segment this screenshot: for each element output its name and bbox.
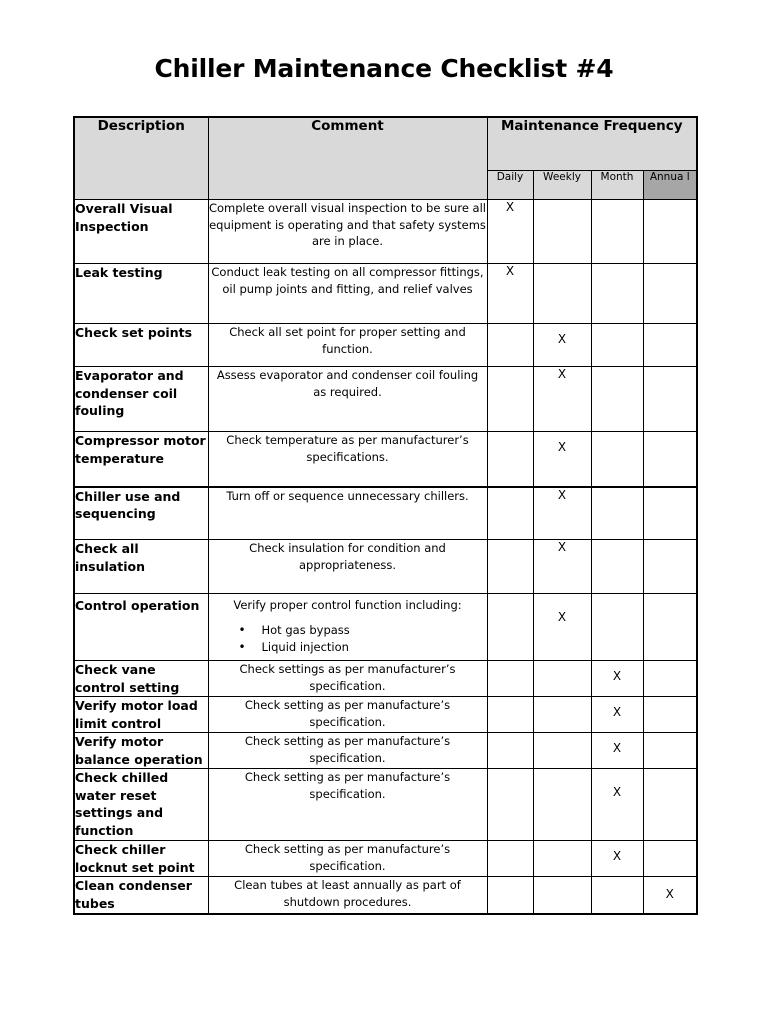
table-row <box>74 661 697 697</box>
daily-mark: X <box>487 200 533 264</box>
month-header: Month <box>591 171 643 200</box>
daily-mark <box>487 877 533 914</box>
table-row <box>74 733 697 769</box>
weekly-mark: X <box>533 324 591 367</box>
row-description: Verify motor balance operation <box>74 733 208 769</box>
month-mark <box>591 432 643 487</box>
annual-mark <box>643 540 697 594</box>
row-description: Check chilled water reset settings and function <box>74 769 208 841</box>
maintenance-frequency-header: Maintenance Frequency <box>487 117 697 171</box>
daily-header: Daily <box>487 171 533 200</box>
row-comment: Check temperature as per manufacturer’s specifications. <box>208 432 487 487</box>
weekly-mark <box>533 264 591 324</box>
maintenance-checklist-table <box>73 116 698 915</box>
table-row <box>74 324 697 367</box>
daily-mark <box>487 487 533 540</box>
weekly-mark: X <box>533 487 591 540</box>
row-comment: Check settings as per manufacturer’s specification. <box>208 661 487 697</box>
annual-mark <box>643 487 697 540</box>
month-mark <box>591 487 643 540</box>
daily-mark <box>487 841 533 877</box>
annual-mark <box>643 733 697 769</box>
row-comment: Check setting as per manufacture’s specification. <box>208 841 487 877</box>
weekly-mark: X <box>533 432 591 487</box>
month-mark: X <box>591 841 643 877</box>
row-description: Overall Visual Inspection <box>74 200 208 264</box>
table-row <box>74 200 697 264</box>
table-row <box>74 487 697 540</box>
annual-mark <box>643 594 697 661</box>
weekly-mark: X <box>533 540 591 594</box>
list-item: • Liquid injection <box>209 639 487 656</box>
month-mark <box>591 877 643 914</box>
annual-mark <box>643 697 697 733</box>
annual-header: Annua l <box>643 171 697 200</box>
row-description: Clean condenser tubes <box>74 877 208 914</box>
row-comment: Turn off or sequence unnecessary chillers. <box>208 487 487 540</box>
row-comment: Check insulation for condition and appropriateness. <box>208 540 487 594</box>
weekly-header: Weekly <box>533 171 591 200</box>
table-row <box>74 841 697 877</box>
table-row <box>74 264 697 324</box>
table-row <box>74 594 697 661</box>
weekly-mark <box>533 733 591 769</box>
row-description: Check set points <box>74 324 208 367</box>
daily-mark <box>487 733 533 769</box>
daily-mark <box>487 540 533 594</box>
annual-mark <box>643 661 697 697</box>
row-comment: Clean tubes at least annually as part of shutdown procedures. <box>208 877 487 914</box>
row-comment: Check setting as per manufacture’s specification. <box>208 733 487 769</box>
bullet-list <box>209 622 487 656</box>
page-title: Chiller Maintenance Checklist #4 <box>154 54 614 83</box>
row-comment: Complete overall visual inspection to be sure all equipment is operating and that safety systems are in place. <box>208 200 487 264</box>
month-mark <box>591 324 643 367</box>
daily-mark <box>487 661 533 697</box>
annual-mark <box>643 841 697 877</box>
annual-mark <box>643 264 697 324</box>
comment-header: Comment <box>208 117 487 200</box>
daily-mark: X <box>487 264 533 324</box>
month-mark: X <box>591 769 643 841</box>
daily-mark <box>487 594 533 661</box>
row-description: Leak testing <box>74 264 208 324</box>
annual-mark: X <box>643 877 697 914</box>
month-mark <box>591 200 643 264</box>
table-row <box>74 540 697 594</box>
weekly-mark <box>533 877 591 914</box>
description-header: Description <box>74 117 208 200</box>
weekly-mark <box>533 769 591 841</box>
row-description: Check vane control setting <box>74 661 208 697</box>
table-row <box>74 697 697 733</box>
month-mark: X <box>591 661 643 697</box>
annual-mark <box>643 432 697 487</box>
month-mark <box>591 540 643 594</box>
weekly-mark: X <box>533 367 591 432</box>
annual-mark <box>643 200 697 264</box>
row-description: Chiller use and sequencing <box>74 487 208 540</box>
weekly-mark <box>533 841 591 877</box>
row-comment: Conduct leak testing on all compressor fittings, oil pump joints and fitting, and relief valves <box>208 264 487 324</box>
daily-mark <box>487 769 533 841</box>
row-description: Evaporator and condenser coil fouling <box>74 367 208 432</box>
row-description: Control operation <box>74 594 208 661</box>
weekly-mark <box>533 200 591 264</box>
row-comment: Check all set point for proper setting and function. <box>208 324 487 367</box>
row-description: Check all insulation <box>74 540 208 594</box>
weekly-mark <box>533 661 591 697</box>
row-description: Compressor motor temperature <box>74 432 208 487</box>
annual-mark <box>643 769 697 841</box>
row-comment: Check setting as per manufacture’s specification. <box>208 697 487 733</box>
annual-mark <box>643 324 697 367</box>
row-comment: Assess evaporator and condenser coil fouling as required. <box>208 367 487 432</box>
table-row <box>74 877 697 914</box>
control-operation-comment: Verify proper control function including: <box>233 598 462 612</box>
month-mark <box>591 594 643 661</box>
table-row <box>74 367 697 432</box>
row-comment: Check setting as per manufacture’s specification. <box>208 769 487 841</box>
daily-mark <box>487 324 533 367</box>
daily-mark <box>487 367 533 432</box>
list-item: • Hot gas bypass <box>209 622 487 639</box>
row-description: Check chiller locknut set point <box>74 841 208 877</box>
daily-mark <box>487 432 533 487</box>
month-mark <box>591 264 643 324</box>
table-row <box>74 432 697 487</box>
weekly-mark <box>533 697 591 733</box>
month-mark <box>591 367 643 432</box>
weekly-mark: X <box>533 594 591 661</box>
annual-mark <box>643 367 697 432</box>
row-description: Verify motor load limit control <box>74 697 208 733</box>
daily-mark <box>487 697 533 733</box>
month-mark: X <box>591 697 643 733</box>
row-comment <box>208 594 487 661</box>
month-mark: X <box>591 733 643 769</box>
table-row <box>74 769 697 841</box>
